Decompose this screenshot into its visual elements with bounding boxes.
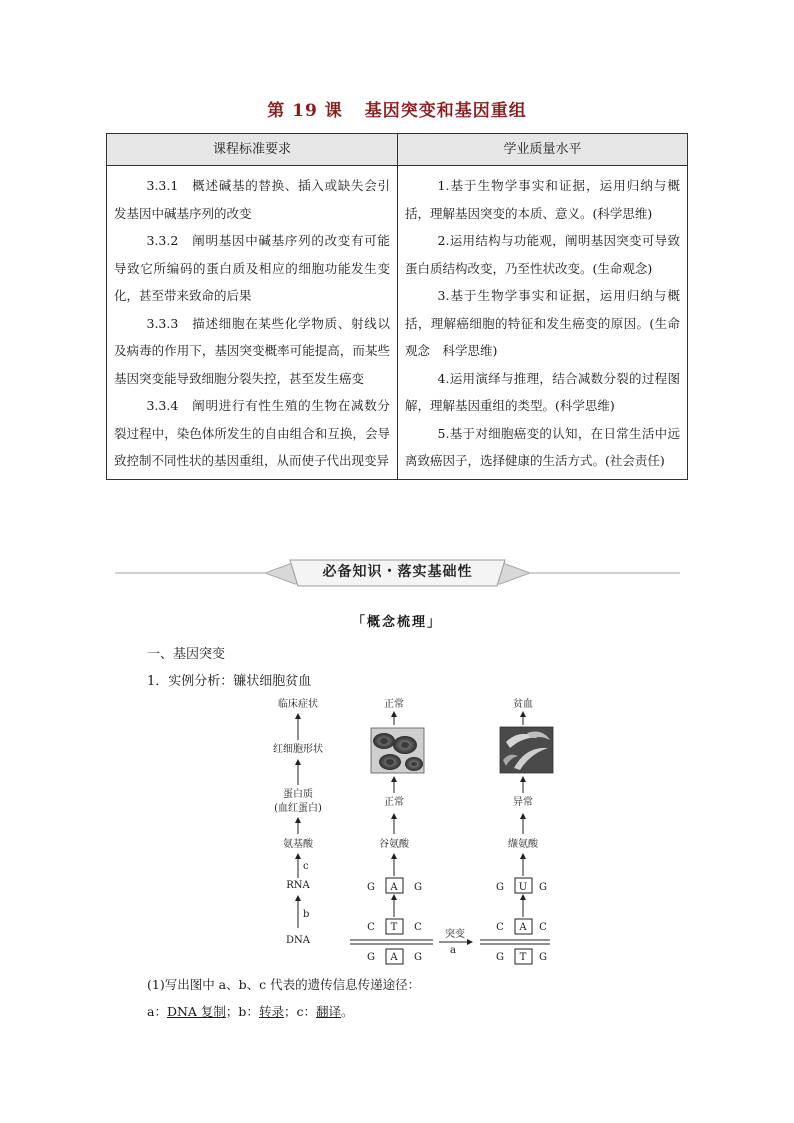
normal-rna-base: G [367,882,375,893]
table-header-row [107,134,688,166]
answer-c-prefix: ；c： [283,1004,316,1019]
normal-dna-base: A [390,952,398,963]
page-title [0,96,794,121]
normal-dna-base: G [367,952,375,963]
requirement-item: 3.3.2 阐明基因中碱基序列的改变有可能导致它所编码的蛋白质及相应的细胞功能发生变化，甚至带来致命的后果 [114,233,390,303]
question-1: (1)写出图中 a、b、c 代表的遗传信息传递途径： [147,977,421,992]
quality-levels-cell [398,166,688,480]
mutant-dna-box [515,919,532,934]
arrow-label-c: c [303,861,309,872]
quality-item: 3.基于生物学事实和证据，运用归纳与概括，理解癌细胞的特征和发生癌变的原因。(生命观念 科学思维) [405,288,680,358]
table-header: 学业质量水平 [398,134,688,166]
mutant-rna-base: G [539,882,547,893]
requirement-item: 3.3.1 概述碱基的替换、插入或缺失会引发基因中碱基序列的改变 [114,178,390,221]
mutation-label: 突变 [445,929,465,940]
abnormal-protein-label: 异常 [513,797,533,808]
mutant-dna-box [515,949,532,964]
normal-dna-box [386,949,403,964]
section-title: 「概念梳理」 [351,615,442,630]
mutant-dna-base: C [496,922,504,933]
heading-example-analysis: 1．实例分析：镰状细胞贫血 [147,674,312,689]
quality-item: 1.基于生物学事实和证据，运用归纳与概括，理解基因突变的本质、意义。(科学思维) [405,178,680,221]
mutant-rna-base: G [496,882,504,893]
mutant-dna-base: G [539,952,547,963]
normal-protein-label: 正常 [384,797,404,808]
amino-acid-label: 氨基酸 [283,839,313,850]
dna-label: DNA [286,935,310,946]
arrow-label-a: a [450,945,456,956]
lesson-topic: 基因突变和基因重组 [364,101,527,121]
normal-dna-base: T [390,922,398,933]
normal-dna-base: G [414,952,422,963]
rbc-shape-label: 红细胞形状 [273,744,323,755]
normal-rna-box [386,878,403,893]
mutant-rna-base: U [518,882,528,893]
normal-header: 正常 [384,699,404,710]
mutant-rna-box [515,878,532,893]
banner-line-left [115,572,265,574]
mutant-dna-base: G [496,952,504,963]
answer-c: 翻译 [315,1004,341,1019]
normal-rna-base: A [390,882,398,893]
requirement-item: 3.3.3 描述细胞在某些化学物质、射线以及病毒的作用下，基因突变概率可能提高，而某些基因突变能导致细胞分裂失控，甚至发生癌变 [114,315,390,386]
answer-a: DNA 复制 [166,1004,226,1019]
heading-gene-mutation: 一、基因突变 [147,647,226,662]
curriculum-requirements-cell [107,166,398,480]
mutant-dna-base: C [539,922,547,933]
normal-dna-base: C [414,922,422,933]
lesson-number: 第 19 课 [267,101,343,121]
normal-amino-acid: 谷氨酸 [379,839,409,850]
section-banner [115,558,680,588]
banner-line-right [530,572,680,574]
normal-rbc-image [371,728,424,773]
clinical-symptoms-label: 临床症状 [278,699,318,710]
banner-label: 必备知识・落实基础性 [322,564,473,580]
answer-b: 转录 [258,1004,284,1019]
table-header: 课程标准要求 [107,134,398,166]
normal-dna-box [386,919,403,934]
mutant-dna-base: A [519,922,527,933]
standards-table [106,133,688,480]
rna-label: RNA [286,880,310,891]
mutant-dna-base: T [519,952,527,963]
table-row [107,166,688,480]
normal-rna-base: G [414,882,422,893]
quality-item: 2.运用结构与功能观，阐明基因突变可导致蛋白质结构改变，乃至性状改变。(生命观念) [405,233,680,276]
requirement-item: 3.3.4 阐明进行有性生殖的生物在减数分裂过程中，染色体所发生的自由组合和互换，会导致控制不同性状的基因重组，从而使子代出现变异 [114,398,390,468]
answer-end: 。 [340,1004,354,1019]
arrow-label-b: b [303,909,310,920]
protein-label: 蛋白质 [283,789,313,800]
normal-dna-base: C [367,922,375,933]
mutant-amino-acid: 缬氨酸 [508,839,538,850]
quality-item: 5.基于对细胞癌变的认知，在日常生活中远离致癌因子，选择健康的生活方式。(社会责任) [405,425,680,468]
hemoglobin-label: (血红蛋白) [274,803,322,814]
answer-a-prefix: a： [147,1004,167,1019]
sickle-rbc-image [500,727,553,773]
quality-item: 4.运用演绎与推理，结合减数分裂的过程图解，理解基因重组的类型。(科学思维) [405,370,680,413]
answer-line [147,1002,354,1020]
anemia-header: 贫血 [513,699,533,710]
answer-b-prefix: ；b： [225,1004,259,1019]
